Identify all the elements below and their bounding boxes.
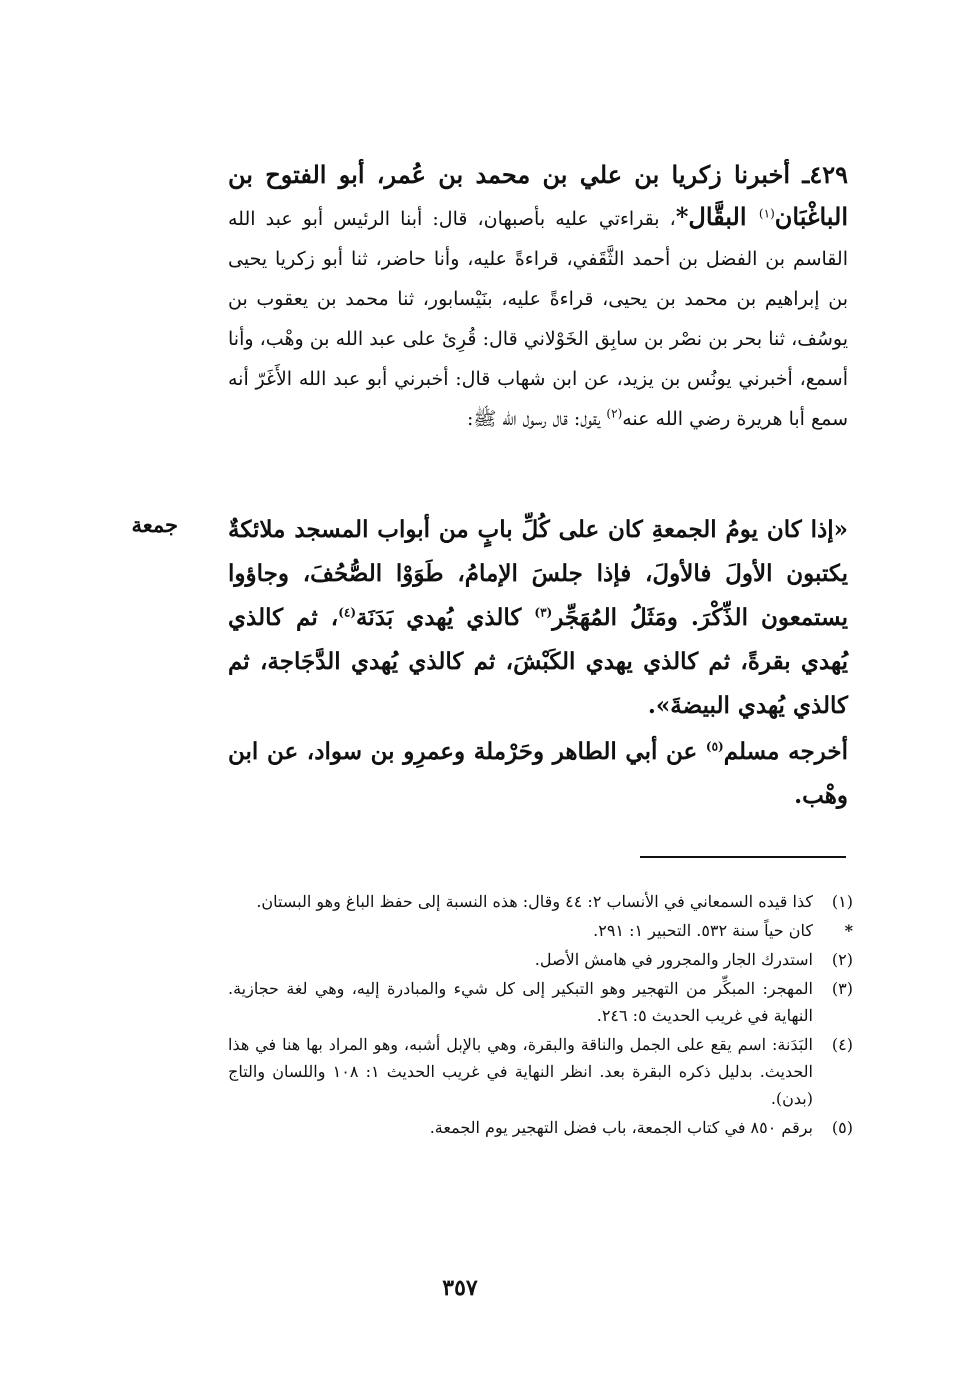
footnote-number: (٢) [831,950,853,969]
footnote-divider [640,856,846,858]
hadith-matn [228,508,848,728]
margin-note: جمعة [131,512,178,537]
footnote-4 [228,1031,853,1112]
hadith-number: ٤٢٩ [809,160,848,189]
footnote-1 [228,888,853,915]
takhrij-part-1: أخرجه مسلم [723,738,848,765]
matn-part-1: «إذا كان يومُ الجمعةِ كان على كُلِّ بابٍ من أبواب المسجد ملائكةٌ يكتبون الأولَ فالأولَ، فإذا جلسَ الإمامُ، طَوَوْا الصُّحُفَ، وجاؤوا يستمعون الذِّكْرَ. ومَثَلُ المُهَجِّر [228,516,848,631]
footnote-text: المهجر: المبكِّر من التهجير وهو التبكير إلى كل شيء والمبادرة إليه، وهي لغة حجازية. النهاية في غريب الحديث ٥: ٢٤٦. [228,979,813,1025]
footnote-ref-1: (١) [758,206,775,221]
footnote-text: كان حياً سنة ٥٣٢. التحبير ١: ٢٩١. [593,921,813,940]
hadith-takhrij [228,730,848,818]
footnote-3 [228,975,853,1029]
footnote-5 [228,1114,853,1141]
matn-part-2: كالذي يُهدي بَدَنَة [356,604,535,631]
footnote-number: * [844,921,853,940]
takhrij-part-2: عن أبي الطاهر وحَرْملة وعمرِو بن سواد، عن ابن وهْب. [228,738,848,809]
hadith-lead-text: ـ أخبرنا زكريا بن علي بن محمد بن عُمر، أبو الفتوح بن الباغْبَان [228,160,849,231]
hadith-lead-text-2: البقَّال* [675,202,759,231]
footnote-ref-4: (٤) [338,605,357,620]
hadith-isnad [228,155,848,439]
footnote-number: (١) [831,892,853,911]
footnote-text: استدرك الجار والمجرور في هامش الأصل. [534,950,813,969]
footnote-2 [228,946,853,973]
footnote-ref-3: (٣) [534,605,553,620]
footnotes [228,888,853,1143]
footnote-text: برقم ٨٥٠ في كتاب الجمعة، باب فضل التهجير يوم الجمعة. [429,1118,813,1137]
footnote-text: كذا قيده السمعاني في الأنساب ٢: ٤٤ وقال: هذه النسبة إلى حفظ الباغ وهو البستان. [256,892,813,911]
footnote-number: (٥) [831,1118,853,1137]
page-number: ٣٥٧ [442,1275,478,1301]
footnote-text: البَدَنة: اسم يقع على الجمل والناقة والبقرة، وهي بالإبل أشبه، وهو المراد بها هنا في هذا الحديث. بدليل ذكره البقرة بعد. انظر النهاية في غريب الحديث ١: ١٠٨ واللسان والتاج (بدن). [228,1035,813,1108]
footnote-ref-2: (٢) [606,406,623,421]
footnote-number: (٤) [831,1035,853,1054]
isnad-body: ، بقراءتي عليه بأصبهان، قال: أبنا الرئيس أبو عبد الله القاسم بن الفضل بن أحمد الثَّقَفي، قراءةً عليه، وأنا حاضر، ثنا أبو زكريا يحيى بن إبراهيم بن محمد بن يحيى، قراءةً عليه، بنَيْسابور، ثنا محمد بن يعقوب بن يوسُف، ثنا بحر بن نصْر بن سابِق الخَوْلاني قال: قُرِئ على عبد الله بن وهْب، وأنا أسمع، أخبرني يونُس بن يزيد، عن ابن شهاب قال: أخبرني أبو عبد الله الأَغَرّ أنه سمع أبا هريرة رضي الله عنه [228,208,848,430]
footnote-ref-5: (٥) [705,739,724,754]
matn-part-3: ، ثم كالذي يُهدي بقرةً، ثم كالذي يهدي الكَبْشَ، ثم كالذي يُهدي الدَّجَاجة، ثم كالذي يُهدي البيضةَ». [228,604,848,719]
footnote-number: (٣) [831,979,853,998]
footnote-star [228,917,853,944]
isnad-tail: يقول: قال رسول الله ﷺ: [466,408,607,430]
